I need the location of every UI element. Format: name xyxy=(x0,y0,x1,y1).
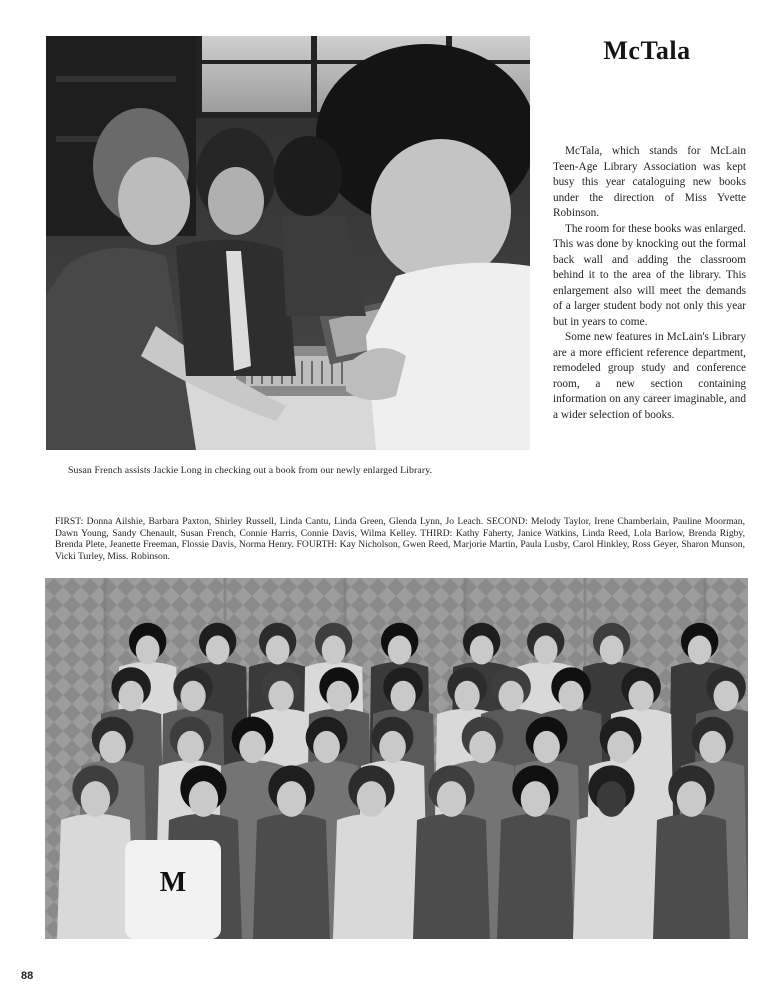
person-face xyxy=(597,781,626,817)
person-face xyxy=(607,731,634,763)
person-face xyxy=(189,781,218,817)
person-face xyxy=(313,731,340,763)
article-paragraph: The room for these books was enlarged. This was done by knocking out the formal back wall and adding the classroom behind it to the area of the library. This enlargement also will meet the demands of a larger student body not only this year but in years to come. xyxy=(553,222,746,328)
person-face xyxy=(269,681,294,712)
person-face xyxy=(239,731,266,763)
person-face xyxy=(119,681,144,712)
person-body xyxy=(333,814,410,939)
person-face xyxy=(469,731,496,763)
person-body xyxy=(497,814,574,939)
person-face xyxy=(391,681,416,712)
person-face xyxy=(455,681,480,712)
person-face xyxy=(559,681,584,712)
person-body xyxy=(57,814,134,939)
person-face xyxy=(322,636,346,665)
person-face xyxy=(470,636,494,665)
group-photo-names: FIRST: Donna Ailshie, Barbara Paxton, Shirley Russell, Linda Cantu, Linda Green, Glenda Lynn, Jo Leach. SECOND: Melody Taylor, Irene Chamberlain, Pauline Moorman, Dawn Young, Sandy Chenault, Susan French, Connie Harris, Connie Davis, Wilma Kelley. THIRD: Kathy Faherty, Janice Watkins, Linda Reed, Lola Barlow, Brenda Rigby, Brenda Plete, Jeanette Freeman, Flossie Davis, Norma Henry. FOURTH: Kay Nicholson, Gwen Reed, Marjorie Martin, Paula Lusby, Carol Hinkley, Ross Geyer, Sharon Munson, Vicki Turley, Miss. Robinson. xyxy=(55,516,745,562)
person-face xyxy=(136,636,160,665)
person-face xyxy=(699,731,726,763)
person-face xyxy=(521,781,550,817)
person-face xyxy=(277,781,306,817)
sweater-letter: M xyxy=(159,867,187,898)
person-face xyxy=(499,681,524,712)
person-body xyxy=(253,814,330,939)
article-paragraph: Some new features in McLain's Library are a more efficient reference department, remodeled group study and conference room, a new section containing information on any career imaginable, and a wider selection of books. xyxy=(553,331,746,421)
photo-caption: Susan French assists Jackie Long in checking out a book from our newly enlarged Library. xyxy=(68,465,433,476)
group-photo xyxy=(45,578,748,939)
person-face xyxy=(534,636,558,665)
person-face xyxy=(714,681,739,712)
person-body xyxy=(653,814,730,939)
person-face xyxy=(181,681,206,712)
group-photo-image xyxy=(45,578,748,939)
person-face xyxy=(629,681,654,712)
person-face xyxy=(688,636,712,665)
page-number: 88 xyxy=(21,970,34,982)
person-face xyxy=(357,781,386,817)
person-face xyxy=(177,731,204,763)
library-checkout-photo-image xyxy=(46,36,530,450)
person-face xyxy=(206,636,230,665)
person-face xyxy=(81,781,110,817)
person-face xyxy=(677,781,706,817)
person-face xyxy=(379,731,406,763)
person-face xyxy=(266,636,290,665)
article-paragraph: McTala, which stands for McLain Teen-Age Library Association was kept busy this year cataloguing new books under the direction of Miss Yvette Robinson. xyxy=(553,145,746,219)
person-body xyxy=(573,814,650,939)
person-face xyxy=(533,731,560,763)
page-title: McTala xyxy=(603,36,691,65)
person-face xyxy=(600,636,624,665)
library-checkout-photo xyxy=(46,36,530,450)
article-body xyxy=(553,144,746,423)
person-face xyxy=(388,636,412,665)
person-face xyxy=(99,731,126,763)
person-face xyxy=(437,781,466,817)
person-face xyxy=(327,681,352,712)
person-body xyxy=(413,814,490,939)
